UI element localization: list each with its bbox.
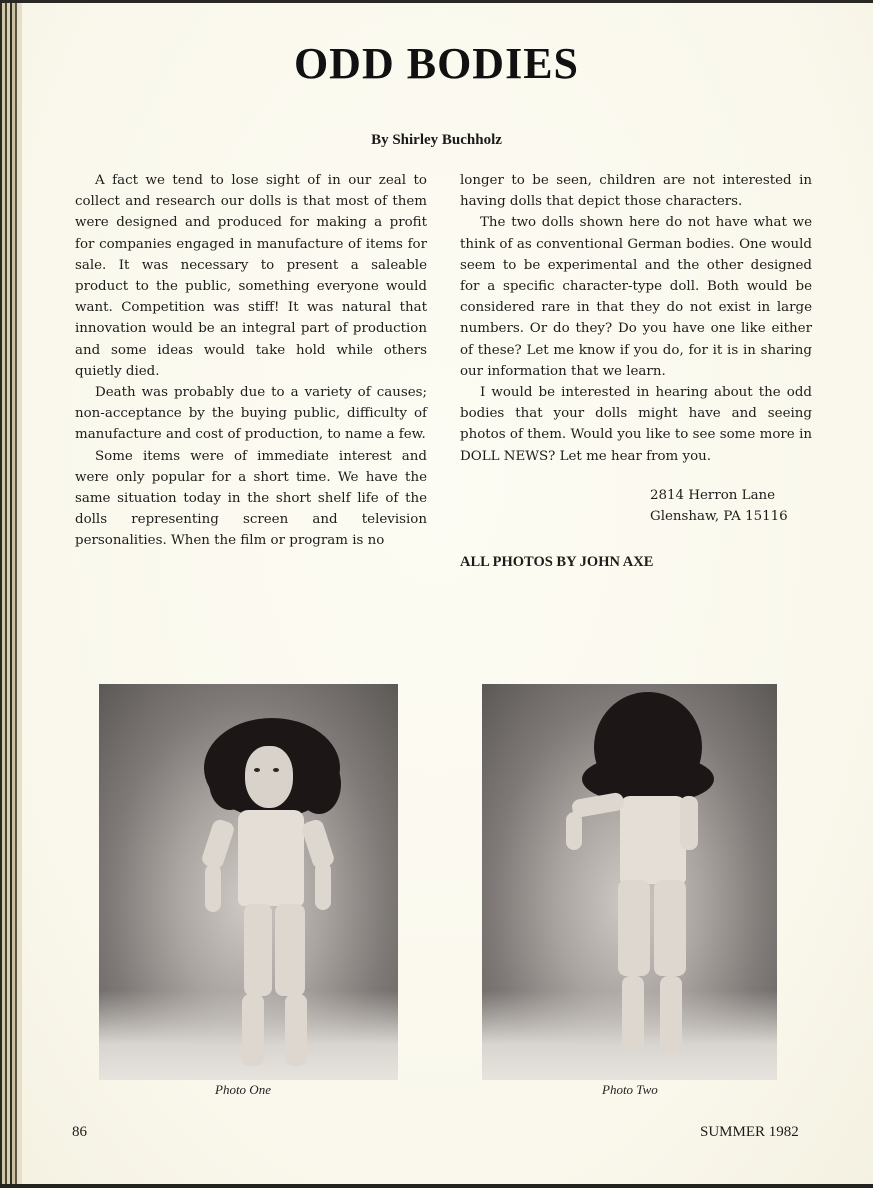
bottom-edge xyxy=(0,1184,873,1188)
paragraph: I would be interested in hearing about the odd bodies that your dolls might have and seeing photos of them. Would you like to see some more in DOLL NEWS? Let me hear from you. xyxy=(460,385,812,464)
paragraph: Some items were of immediate interest and were only popular for a short time. We have the same situation today in the short shelf life of the dolls representing screen and television personalities. When the film or program is no xyxy=(75,448,427,549)
photo-credit: ALL PHOTOS BY JOHN AXE xyxy=(460,553,654,570)
article-byline: By Shirley Buchholz xyxy=(371,132,502,148)
photo-two-doll-back xyxy=(482,684,777,1080)
paragraph: Death was probably due to a variety of causes; non-acceptance by the buying public, difficulty of manufacture and cost of production, to name a few. xyxy=(75,385,427,443)
author-address xyxy=(650,485,812,527)
doll-figure xyxy=(482,684,777,1080)
photo-two-caption: Photo Two xyxy=(602,1082,658,1097)
paragraph: A fact we tend to lose sight of in our zeal to collect and research our dolls is that most of them were designed and produced for making a profit for companies engaged in manufacture of items for sale. It was necessary to present a saleable product to the public, something everyone would want. Competition was stiff! It was natural that innovation would be an integral part of production and some ideas would take hold while others quietly died. xyxy=(75,173,427,379)
paragraph: longer to be seen, children are not interested in having dolls that depict those characters. xyxy=(460,173,812,210)
top-edge xyxy=(0,0,873,3)
right-column xyxy=(460,170,812,573)
paragraph: The two dolls shown here do not have what we think of as conventional German bodies. One would seem to be experimental and the other designed for a specific character-type doll. Both would be considered rare in that they do not exist in large numbers. Or do they? Do you have one like either of these? Let me know if you do, for it is in sharing our information that we learn. xyxy=(460,215,812,379)
issue-date: SUMMER 1982 xyxy=(700,1124,799,1140)
address-line-2: Glenshaw, PA 15116 xyxy=(650,508,788,524)
photo-one-doll-front xyxy=(99,684,398,1080)
book-binding-edge xyxy=(0,0,22,1188)
address-line-1: 2814 Herron Lane xyxy=(650,487,776,503)
article-title: ODD BODIES xyxy=(293,39,580,88)
page-number: 86 xyxy=(72,1124,87,1140)
left-column xyxy=(75,170,427,552)
photo-one-caption: Photo One xyxy=(215,1082,271,1097)
doll-figure xyxy=(99,684,398,1080)
